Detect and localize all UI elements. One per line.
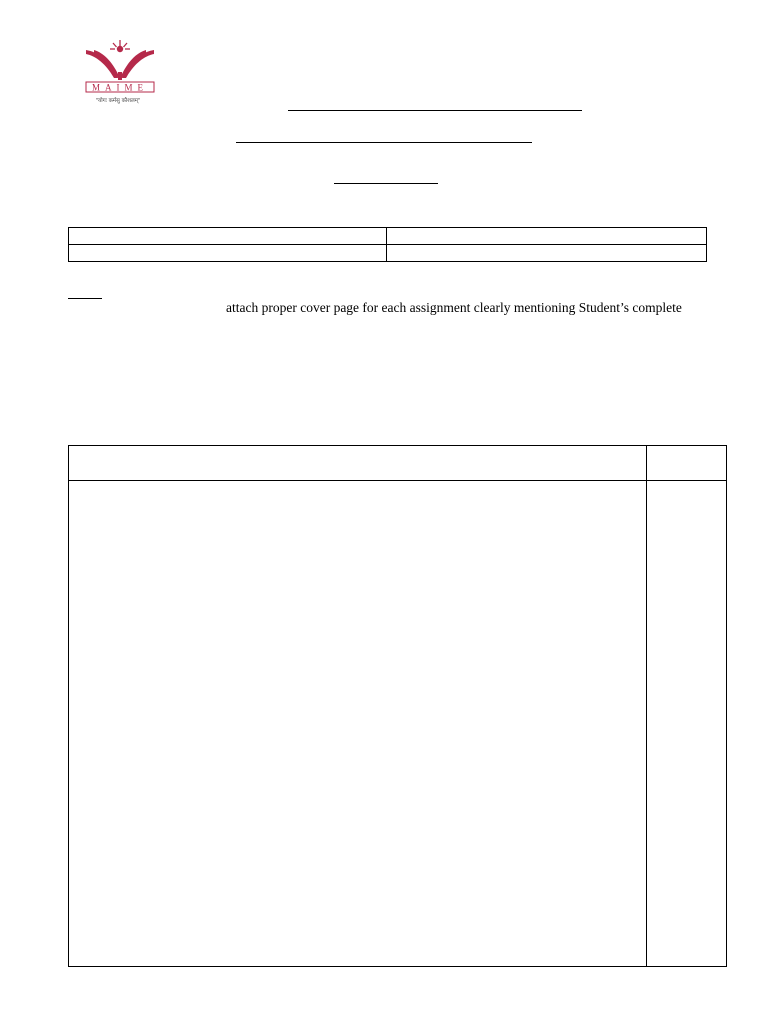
marks-header-cell bbox=[647, 446, 727, 481]
logo-wordmark: MAIME bbox=[92, 82, 148, 93]
assignment-questions-table bbox=[68, 445, 727, 967]
logo-tagline: "योगः कर्मसु कौशलम्" bbox=[95, 98, 141, 104]
info-cell bbox=[387, 245, 707, 262]
info-cell bbox=[69, 245, 387, 262]
info-cell bbox=[69, 228, 387, 245]
table-header-row bbox=[69, 446, 727, 481]
title-underline bbox=[288, 110, 582, 111]
table-row bbox=[69, 481, 727, 967]
subtitle-underline bbox=[236, 142, 532, 143]
institute-logo bbox=[78, 38, 162, 110]
info-cell bbox=[387, 228, 707, 245]
table-row bbox=[69, 245, 707, 262]
questions-header-cell bbox=[69, 446, 647, 481]
questions-cell bbox=[69, 481, 647, 967]
student-info-table bbox=[68, 227, 707, 262]
heading-underline bbox=[334, 183, 438, 184]
table-row bbox=[69, 228, 707, 245]
marks-cell bbox=[647, 481, 727, 967]
instruction-text: attach proper cover page for each assignment clearly mentioning Student’s complete bbox=[226, 300, 682, 315]
note-label-underline bbox=[68, 298, 102, 299]
